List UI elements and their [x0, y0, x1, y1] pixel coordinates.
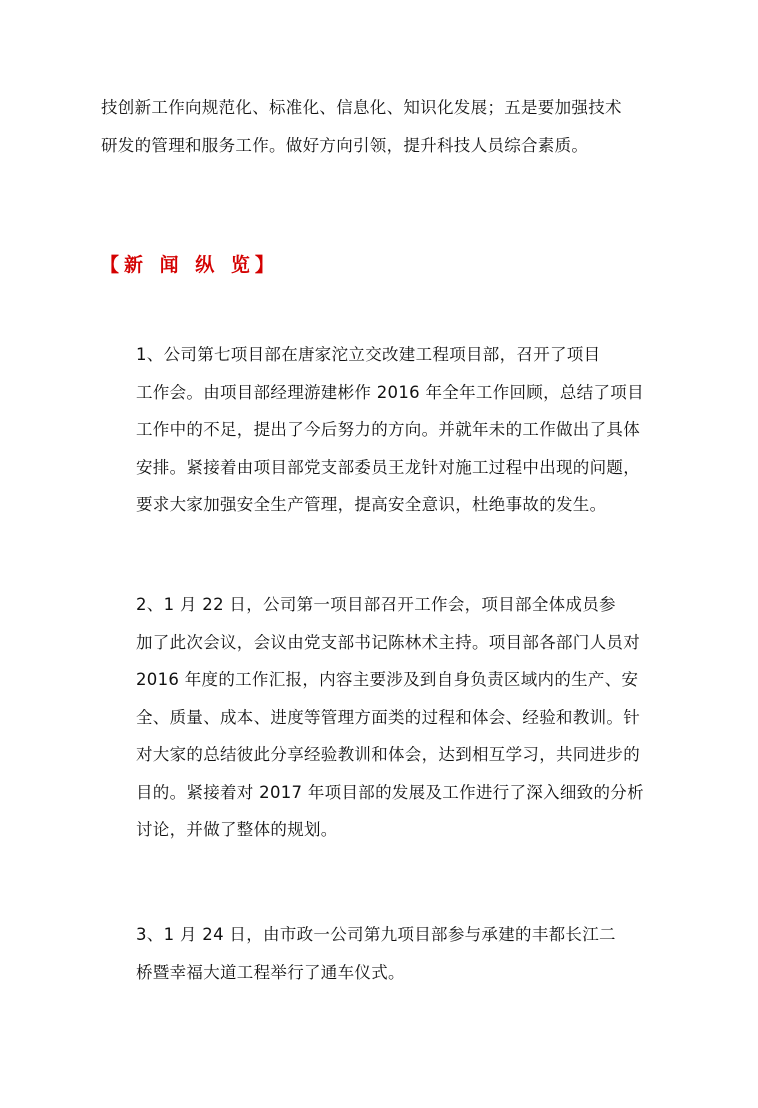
text-line: 2、1 月 22 日，公司第一项目部召开工作会，项目部全体成员参 [136, 595, 616, 614]
text-line: 技创新工作向规范化、标准化、信息化、知识化发展；五是要加强技术 [101, 98, 622, 117]
text-line: 研发的管理和服务工作。做好方向引领，提升科技人员综合素质。 [101, 135, 589, 155]
text-line: 全、质量、成本、进度等管理方面类的过程和体会、经验和教训。针 [136, 707, 640, 727]
news-item-2 [101, 586, 661, 849]
text-line: 讨论，并做了整体的规划。 [136, 820, 338, 839]
news-item-1 [101, 336, 661, 524]
text-line: 工作中的不足，提出了今后努力的方向。并就年未的工作做出了具体 [136, 420, 640, 439]
text-line: 工作会。由项目部经理游建彬作 2016 年全年工作回顾，总结了项目 [136, 382, 644, 402]
text-line: 对大家的总结彼此分享经验教训和体会，达到相互学习，共同进步的 [136, 745, 640, 764]
text-line: 要求大家加强安全生产管理，提高安全意识，杜绝事故的发生。 [136, 495, 607, 514]
news-item-3 [101, 916, 661, 991]
text-line: 2016 年度的工作汇报，内容主要涉及到自身负责区域内的生产、安 [136, 670, 639, 689]
text-line: 目的。紧接着对 2017 年项目部的发展及工作进行了深入细致的分析 [136, 782, 644, 802]
text-line: 1、公司第七项目部在唐家沱立交改建工程项目部，召开了项目 [136, 345, 601, 364]
section-heading: 【新 闻 纵 览】 [100, 254, 279, 276]
text-line: 安排。紧接着由项目部党支部委员王龙针对施工过程中出现的问题， [136, 457, 640, 477]
intro-paragraph [101, 89, 661, 164]
text-line: 3、1 月 24 日，由市政一公司第九项目部参与承建的丰都长江二 [136, 925, 616, 944]
text-line: 加了此次会议，会议由党支部书记陈林术主持。项目部各部门人员对 [136, 632, 640, 652]
text-line: 桥暨幸福大道工程举行了通车仪式。 [136, 962, 405, 982]
